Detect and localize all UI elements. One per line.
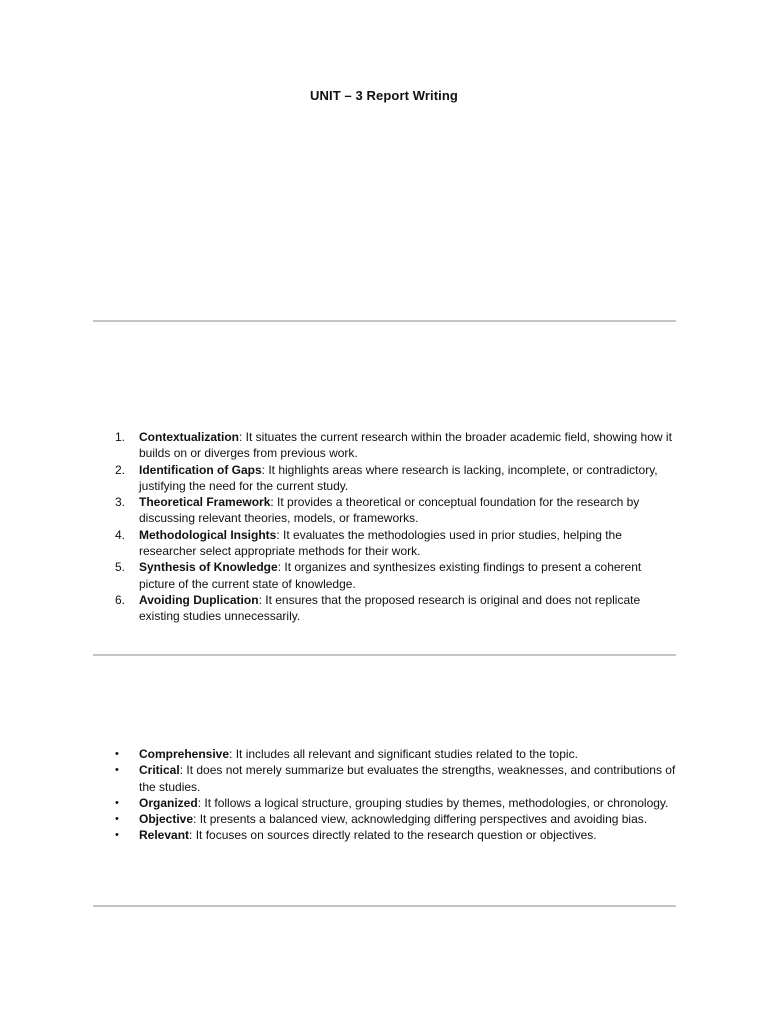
list-item — [115, 462, 679, 495]
list-number: 2. — [115, 462, 126, 477]
list-item — [115, 559, 679, 592]
page-title: UNIT – 3 Report Writing — [310, 88, 458, 103]
bullet-icon: • — [115, 796, 119, 809]
item-term: Relevant — [139, 828, 190, 843]
item-term: Objective — [139, 812, 194, 827]
item-term: Comprehensive — [139, 747, 230, 761]
section-divider — [93, 320, 676, 322]
item-term: Avoiding Duplication — [139, 592, 259, 607]
list-item — [115, 795, 679, 811]
item-text: : It evaluates the methodologies used in prior studies, helping the researcher select appropriate methods for their work. — [139, 527, 622, 559]
list-number: 1. — [115, 430, 126, 444]
item-term: Methodological Insights — [139, 527, 277, 542]
bullet-icon: • — [115, 764, 119, 777]
list-number: 4. — [115, 527, 126, 542]
numbered-list — [115, 429, 679, 625]
list-item — [115, 762, 679, 795]
item-text: : It follows a logical structure, grouping studies by themes, methodologies, or chronology. — [197, 795, 669, 810]
list-number: 6. — [115, 592, 126, 607]
section-divider — [93, 905, 676, 907]
list-item — [115, 592, 679, 625]
section-divider — [93, 654, 676, 656]
item-text: : It focuses on sources directly related to the research question or objectives. — [189, 828, 597, 843]
item-term: Contextualization — [139, 430, 240, 444]
item-text: : It does not merely summarize but evaluates the strengths, weaknesses, and contributions of the studies. — [139, 763, 676, 794]
item-term: Synthesis of Knowledge — [139, 560, 278, 575]
item-term: Critical — [139, 763, 180, 778]
bullet-list — [115, 746, 679, 844]
list-item — [115, 429, 679, 462]
item-text: : It includes all relevant and significant studies related to the topic. — [229, 747, 578, 761]
list-item — [115, 746, 679, 762]
item-term: Organized — [139, 795, 198, 810]
item-text: : It situates the current research within the broader academic field, showing how it builds on or diverges from previous work. — [139, 430, 672, 461]
list-item — [115, 494, 679, 527]
list-number: 5. — [115, 560, 126, 575]
list-item — [115, 527, 679, 560]
item-text: : It provides a theoretical or conceptual foundation for the research by discussing relevant theories, models, or frameworks. — [139, 495, 640, 526]
item-text: : It presents a balanced view, acknowledging differing perspectives and avoiding bias. — [193, 812, 648, 827]
bullet-icon: • — [115, 813, 119, 826]
list-number: 3. — [115, 495, 126, 510]
item-text: : It ensures that the proposed research is original and does not replicate existing studies unnecessarily. — [139, 592, 641, 624]
item-term: Identification of Gaps — [139, 462, 262, 477]
item-term: Theoretical Framework — [139, 495, 271, 510]
bullet-icon: • — [115, 829, 119, 842]
bullet-icon: • — [115, 748, 119, 760]
list-item — [115, 811, 679, 827]
item-text: : It highlights areas where research is lacking, incomplete, or contradictory, justifying the need for the current study. — [139, 462, 658, 493]
list-item — [115, 827, 679, 843]
item-text: : It organizes and synthesizes existing findings to present a coherent picture of the current state of knowledge. — [139, 560, 642, 591]
